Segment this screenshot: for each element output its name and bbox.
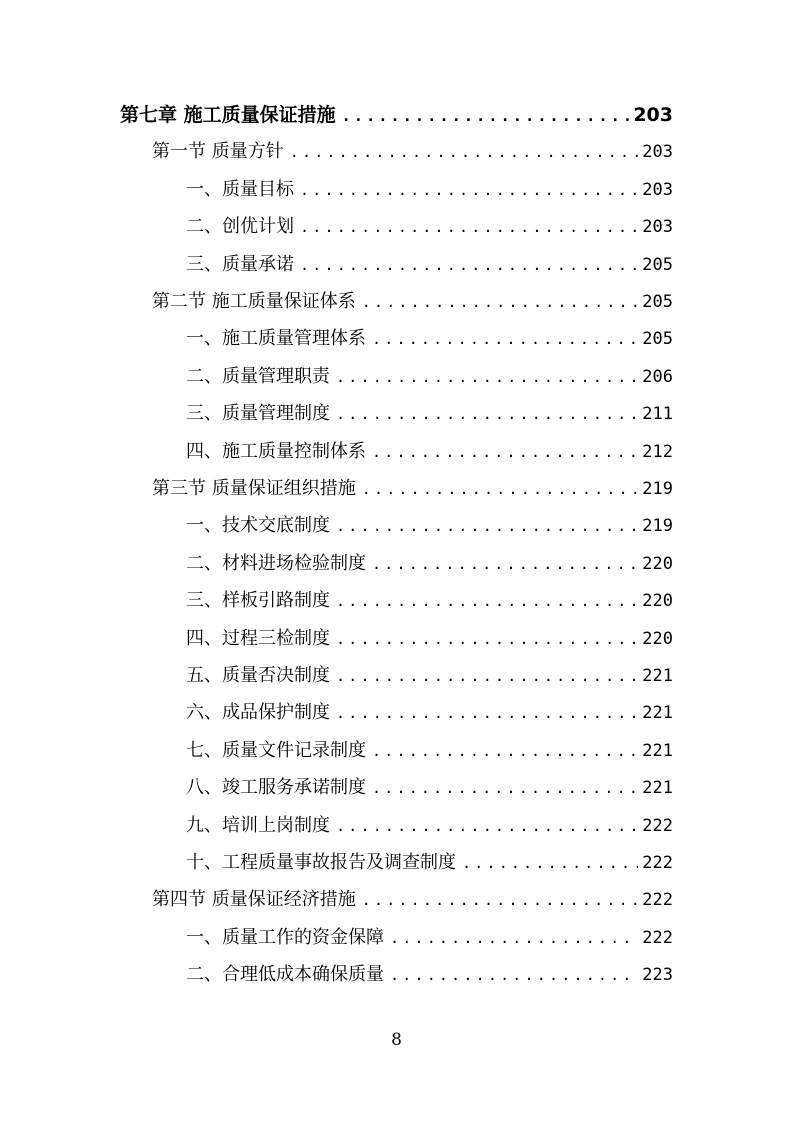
dot-leader <box>342 101 630 130</box>
toc-entry-label: 一、质量工作的资金保障 <box>186 926 384 948</box>
toc-item-entry[interactable] <box>186 437 673 467</box>
dot-leader <box>336 399 638 429</box>
toc-entry-page: 220 <box>642 553 673 574</box>
toc-item-entry[interactable] <box>186 661 673 691</box>
toc-entry-label: 八、竣工服务承诺制度 <box>186 777 366 799</box>
toc-entry-label: 一、质量目标 <box>186 178 294 200</box>
toc-item-entry[interactable] <box>186 399 673 429</box>
dot-leader <box>372 773 638 803</box>
toc-entry-page: 220 <box>642 628 673 649</box>
toc-entry-label: 一、技术交底制度 <box>186 515 330 537</box>
toc-entry-page: 222 <box>642 853 673 873</box>
toc-section-entry[interactable] <box>152 287 673 317</box>
toc-item-entry[interactable] <box>186 736 673 766</box>
toc-item-entry[interactable] <box>186 773 673 803</box>
toc-entry-label: 二、创优计划 <box>186 216 294 238</box>
toc-item-entry[interactable] <box>186 624 673 654</box>
dot-leader <box>336 811 638 841</box>
dot-leader <box>372 549 638 579</box>
toc-entry-label: 二、材料进场检验制度 <box>186 552 366 574</box>
toc-entry-page: 223 <box>642 965 673 986</box>
toc-entry-page: 205 <box>642 292 673 312</box>
toc-item-entry[interactable] <box>186 212 673 242</box>
dot-leader <box>336 661 638 691</box>
toc-entry-label: 九、培训上岗制度 <box>186 814 330 836</box>
dot-leader <box>362 474 639 504</box>
toc-section-entry[interactable] <box>152 474 673 504</box>
toc-item-entry[interactable] <box>186 324 673 354</box>
toc-entry-page: 205 <box>642 254 673 275</box>
toc-item-entry[interactable] <box>186 586 673 616</box>
dot-leader <box>362 885 639 915</box>
toc-entry-page: 222 <box>642 927 673 948</box>
dot-leader <box>300 175 638 205</box>
toc-entry-page: 221 <box>642 666 673 686</box>
toc-entry-page: 221 <box>642 703 673 724</box>
toc-entry-page: 206 <box>642 366 673 387</box>
toc-entry-label: 二、合理低成本确保质量 <box>186 964 384 986</box>
toc-entry-page: 203 <box>642 179 673 200</box>
toc-entry-label: 三、质量管理制度 <box>186 403 330 425</box>
toc-entry-page: 219 <box>642 479 673 499</box>
toc-entry-page: 222 <box>642 815 673 836</box>
toc-entry-label: 第一节 质量方针 <box>152 141 284 163</box>
toc-section-entry[interactable] <box>152 137 673 167</box>
toc-chapter-entry[interactable] <box>120 100 673 130</box>
dot-leader <box>336 362 638 392</box>
dot-leader <box>362 287 639 317</box>
dot-leader <box>372 736 638 766</box>
toc-item-entry[interactable] <box>186 175 673 205</box>
toc-item-entry[interactable] <box>186 923 673 953</box>
toc-entry-page: 203 <box>642 217 673 238</box>
toc-item-entry[interactable] <box>186 698 673 728</box>
toc-item-entry[interactable] <box>186 511 673 541</box>
toc-item-entry[interactable] <box>186 811 673 841</box>
toc-entry-label: 第七章 施工质量保证措施 <box>120 104 336 126</box>
toc-entry-label: 四、过程三检制度 <box>186 627 330 649</box>
toc-item-entry[interactable] <box>186 250 673 280</box>
dot-leader <box>462 848 638 878</box>
toc-entry-page: 219 <box>642 516 673 537</box>
dot-leader <box>390 923 638 953</box>
dot-leader <box>336 624 638 654</box>
toc-item-entry[interactable] <box>186 549 673 579</box>
toc-item-entry[interactable] <box>186 848 673 878</box>
toc-entry-label: 三、质量承诺 <box>186 253 294 275</box>
toc-entry-label: 五、质量否决制度 <box>186 665 330 686</box>
dot-leader <box>290 137 639 167</box>
dot-leader <box>300 212 638 242</box>
toc-entry-page: 205 <box>642 329 673 350</box>
toc-entry-label: 十、工程质量事故报告及调查制度 <box>186 852 456 873</box>
toc-entry-label: 七、质量文件记录制度 <box>186 739 366 761</box>
toc-item-entry[interactable] <box>186 960 673 990</box>
toc-entry-label: 三、样板引路制度 <box>186 590 330 612</box>
toc-entry-page: 203 <box>642 142 673 163</box>
toc-entry-label: 第二节 施工质量保证体系 <box>152 291 356 312</box>
dot-leader <box>372 324 638 354</box>
dot-leader <box>390 960 638 990</box>
toc-entry-label: 第三节 质量保证组织措施 <box>152 478 356 499</box>
toc-entry-label: 六、成品保护制度 <box>186 702 330 724</box>
toc-entry-page: 221 <box>642 740 673 761</box>
toc-entry-label: 四、施工质量控制体系 <box>186 440 366 462</box>
toc-entry-label: 第四节 质量保证经济措施 <box>152 889 356 911</box>
toc-item-entry[interactable] <box>186 362 673 392</box>
page-number: 8 <box>391 1030 402 1050</box>
toc-entry-page: 212 <box>642 441 673 462</box>
toc-section-entry[interactable] <box>152 885 673 915</box>
dot-leader <box>300 250 638 280</box>
toc-entry-page: 211 <box>642 404 673 425</box>
toc-entry-page: 221 <box>642 778 673 799</box>
toc-entry-page: 222 <box>642 890 673 911</box>
toc-entry-label: 二、质量管理职责 <box>186 365 330 387</box>
dot-leader <box>336 586 638 616</box>
dot-leader <box>336 698 638 728</box>
dot-leader <box>336 511 638 541</box>
dot-leader <box>372 437 638 467</box>
toc-entry-label: 一、施工质量管理体系 <box>186 328 366 350</box>
toc-entry-page: 203 <box>633 104 673 126</box>
toc-entry-page: 220 <box>642 591 673 612</box>
